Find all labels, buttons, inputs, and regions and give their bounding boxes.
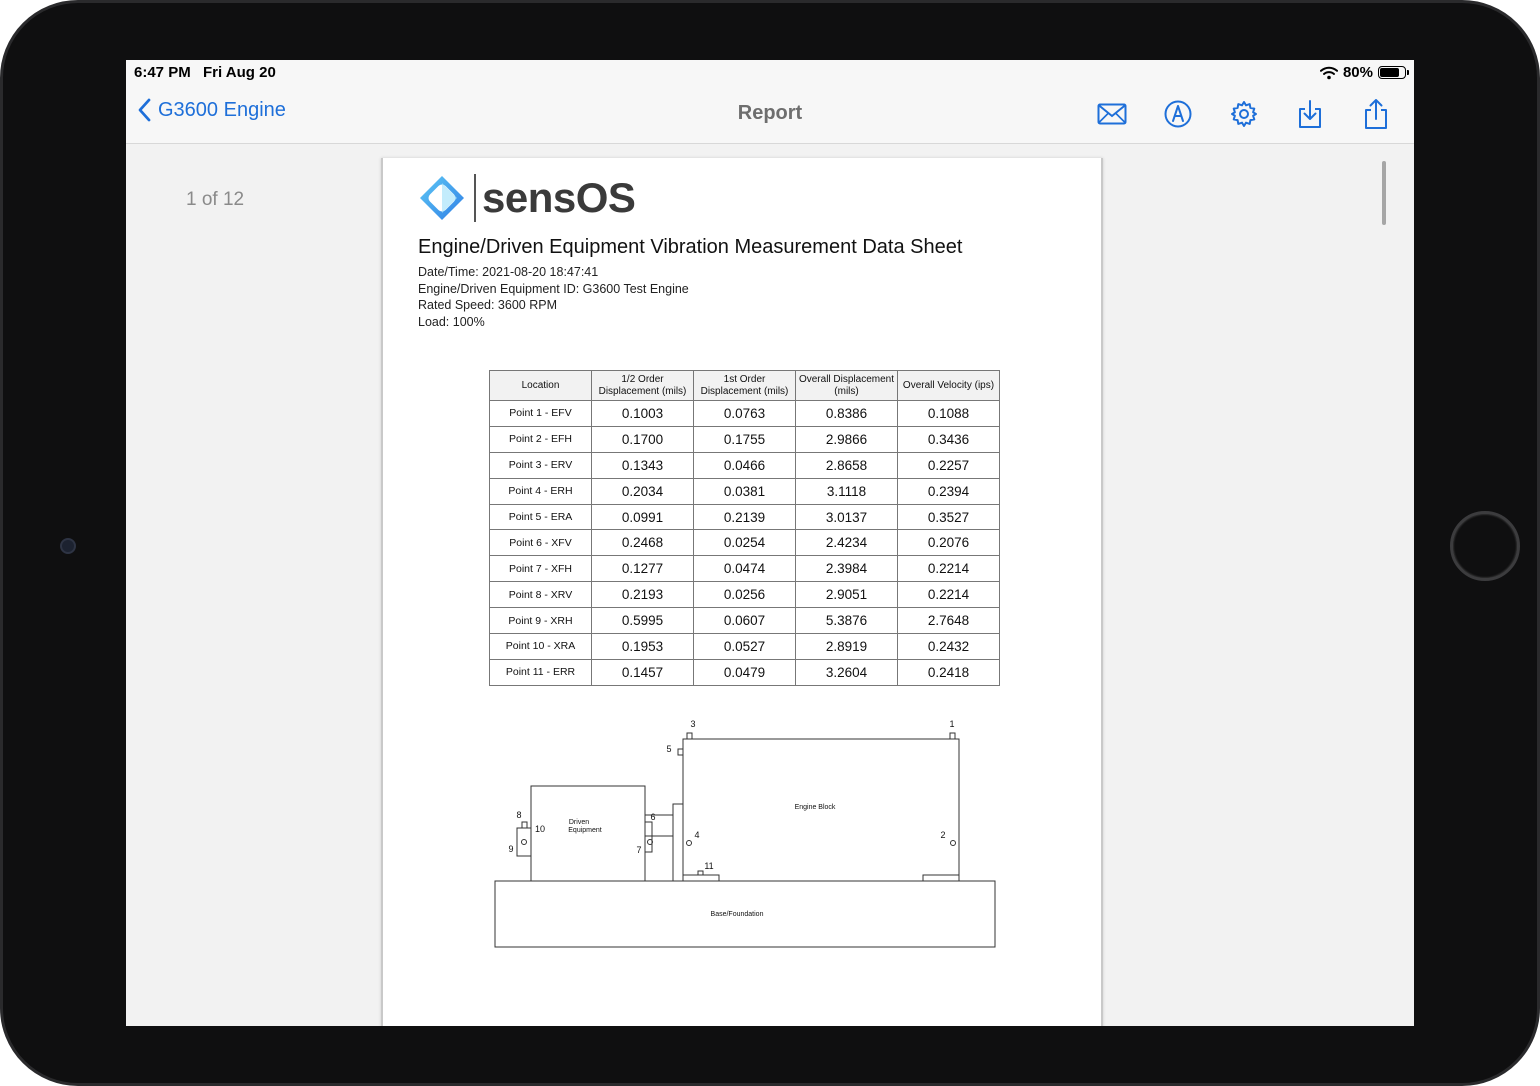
value-cell: 2.7648 [898, 608, 1000, 634]
value-cell: 0.0607 [694, 608, 796, 634]
location-cell: Point 5 - ERA [490, 504, 592, 530]
engine-foot-right [923, 875, 959, 881]
document-viewer[interactable] [126, 145, 1414, 1026]
column-header: Location [490, 371, 592, 401]
logo-divider [474, 174, 476, 222]
value-cell: 0.2214 [898, 556, 1000, 582]
share-icon [1363, 98, 1389, 130]
sensos-logo [418, 174, 635, 222]
table-row [490, 608, 1000, 634]
value-cell: 0.2418 [898, 659, 1000, 685]
status-date: Fri Aug 20 [203, 64, 276, 81]
value-cell: 0.0474 [694, 556, 796, 582]
sensor-2-shape [951, 841, 956, 846]
value-cell: 0.1343 [592, 452, 694, 478]
value-cell: 0.3436 [898, 426, 1000, 452]
envelope-icon [1097, 103, 1127, 125]
value-cell: 0.0381 [694, 478, 796, 504]
location-cell: Point 11 - ERR [490, 659, 592, 685]
value-cell: 3.2604 [796, 659, 898, 685]
table-row [490, 478, 1000, 504]
document-title: Engine/Driven Equipment Vibration Measurement Data Sheet [418, 236, 963, 258]
sensos-logo-icon [418, 174, 466, 222]
driven-equipment-label-2: Equipment [568, 827, 602, 834]
battery-fill [1380, 68, 1399, 77]
sensor-1-shape [950, 733, 955, 739]
value-cell: 0.1088 [898, 401, 1000, 427]
value-cell: 0.0256 [694, 582, 796, 608]
value-cell: 0.2257 [898, 452, 1000, 478]
value-cell: 3.0137 [796, 504, 898, 530]
pdf-page [381, 158, 1103, 1026]
table-body [490, 401, 1000, 686]
location-cell: Point 8 - XRV [490, 582, 592, 608]
value-cell: 0.2214 [898, 582, 1000, 608]
sensor-11-shape [698, 871, 703, 875]
point-label-11: 11 [704, 861, 714, 871]
location-cell: Point 2 - EFH [490, 426, 592, 452]
value-cell: 0.2394 [898, 478, 1000, 504]
value-cell: 0.5995 [592, 608, 694, 634]
sensor-4-shape [687, 841, 692, 846]
wifi-icon [1320, 66, 1338, 80]
meta-rated-speed: Rated Speed: 3600 RPM [418, 298, 557, 312]
point-label-8: 8 [516, 810, 522, 820]
settings-button[interactable] [1226, 96, 1262, 132]
table-row [490, 556, 1000, 582]
sensor-6-shape [645, 822, 652, 852]
table-row [490, 426, 1000, 452]
nav-actions [1094, 96, 1394, 132]
value-cell: 0.2034 [592, 478, 694, 504]
value-cell: 0.0991 [592, 504, 694, 530]
front-camera [60, 538, 76, 554]
value-cell: 0.8386 [796, 401, 898, 427]
value-cell: 2.3984 [796, 556, 898, 582]
point-label-4: 4 [694, 830, 700, 840]
value-cell: 0.1003 [592, 401, 694, 427]
value-cell: 5.3876 [796, 608, 898, 634]
sensor-10-shape [517, 828, 531, 856]
scroll-indicator[interactable] [1382, 161, 1386, 225]
base-foundation-label: Base/Foundation [710, 911, 764, 918]
location-cell: Point 3 - ERV [490, 452, 592, 478]
value-cell: 0.0763 [694, 401, 796, 427]
value-cell: 0.2468 [592, 530, 694, 556]
status-bar [126, 60, 1414, 84]
value-cell: 0.0466 [694, 452, 796, 478]
download-icon [1297, 99, 1323, 129]
value-cell: 2.4234 [796, 530, 898, 556]
status-right [1320, 64, 1406, 81]
status-time: 6:47 PM [134, 64, 191, 81]
point-label-7: 7 [636, 845, 642, 855]
point-label-2: 2 [940, 830, 946, 840]
point-label-5: 5 [666, 744, 672, 754]
value-cell: 0.1457 [592, 659, 694, 685]
table-row [490, 582, 1000, 608]
location-cell: Point 4 - ERH [490, 478, 592, 504]
value-cell: 0.1277 [592, 556, 694, 582]
point-label-3: 3 [690, 719, 696, 729]
value-cell: 0.0479 [694, 659, 796, 685]
location-cell: Point 6 - XFV [490, 530, 592, 556]
value-cell: 0.1700 [592, 426, 694, 452]
engine-block-label: Engine Block [794, 804, 836, 811]
markup-icon [1164, 100, 1192, 128]
table-row [490, 634, 1000, 660]
table-row [490, 401, 1000, 427]
location-cell: Point 10 - XRA [490, 634, 592, 660]
table-row [490, 452, 1000, 478]
value-cell: 0.2432 [898, 634, 1000, 660]
value-cell: 0.2139 [694, 504, 796, 530]
document-metadata [418, 264, 689, 330]
download-button[interactable] [1292, 96, 1328, 132]
coupling-shaft [645, 815, 673, 836]
markup-button[interactable] [1160, 96, 1196, 132]
column-header: Overall Displacement (mils) [796, 371, 898, 401]
value-cell: 2.8658 [796, 452, 898, 478]
equipment-diagram [493, 714, 997, 950]
value-cell: 2.8919 [796, 634, 898, 660]
driven-equipment-label-1: Driven [568, 819, 590, 826]
page-counter: 1 of 12 [186, 189, 245, 210]
table-row [490, 530, 1000, 556]
value-cell: 0.2193 [592, 582, 694, 608]
battery-percent: 80% [1342, 64, 1373, 81]
table-row [490, 504, 1000, 530]
location-cell: Point 1 - EFV [490, 401, 592, 427]
value-cell: 2.9866 [796, 426, 898, 452]
battery-icon [1378, 66, 1406, 79]
value-cell: 2.9051 [796, 582, 898, 608]
meta-load: Load: 100% [418, 314, 485, 329]
email-button[interactable] [1094, 96, 1130, 132]
meta-equipment-id: Engine/Driven Equipment ID: G3600 Test Engine [418, 281, 689, 296]
home-button[interactable] [1450, 511, 1520, 581]
point-label-1: 1 [949, 719, 955, 729]
navigation-bar [126, 84, 1414, 144]
point-label-6: 6 [650, 812, 656, 822]
logo-text: sensOS [482, 174, 636, 221]
column-header: 1/2 Order Displacement (mils) [592, 371, 694, 401]
measurement-table [489, 370, 1000, 686]
value-cell: 0.3527 [898, 504, 1000, 530]
point-label-9: 9 [508, 844, 514, 854]
sensor-3-shape [687, 733, 692, 739]
location-cell: Point 7 - XFH [490, 556, 592, 582]
value-cell: 0.1755 [694, 426, 796, 452]
location-cell: Point 9 - XRH [490, 608, 592, 634]
value-cell: 0.0254 [694, 530, 796, 556]
gear-icon [1230, 100, 1258, 128]
nav-title: Report [737, 102, 803, 124]
engine-foot-left [683, 875, 719, 881]
screen [126, 60, 1414, 1026]
column-header: Overall Velocity (ips) [898, 371, 1000, 401]
back-button-label: G3600 Engine [158, 98, 286, 121]
table-row [490, 659, 1000, 685]
value-cell: 0.0527 [694, 634, 796, 660]
meta-datetime: Date/Time: 2021-08-20 18:47:41 [418, 265, 599, 279]
sensor-5-shape [678, 749, 683, 755]
share-button[interactable] [1358, 96, 1394, 132]
coupling-shape [673, 804, 683, 881]
sensor-8-shape [522, 822, 527, 828]
point-label-10: 10 [534, 824, 546, 834]
value-cell: 3.1118 [796, 478, 898, 504]
table-header-row [490, 371, 1000, 401]
value-cell: 0.1953 [592, 634, 694, 660]
column-header: 1st Order Displacement (mils) [694, 371, 796, 401]
value-cell: 0.2076 [898, 530, 1000, 556]
sensor-9-shape [522, 840, 527, 845]
